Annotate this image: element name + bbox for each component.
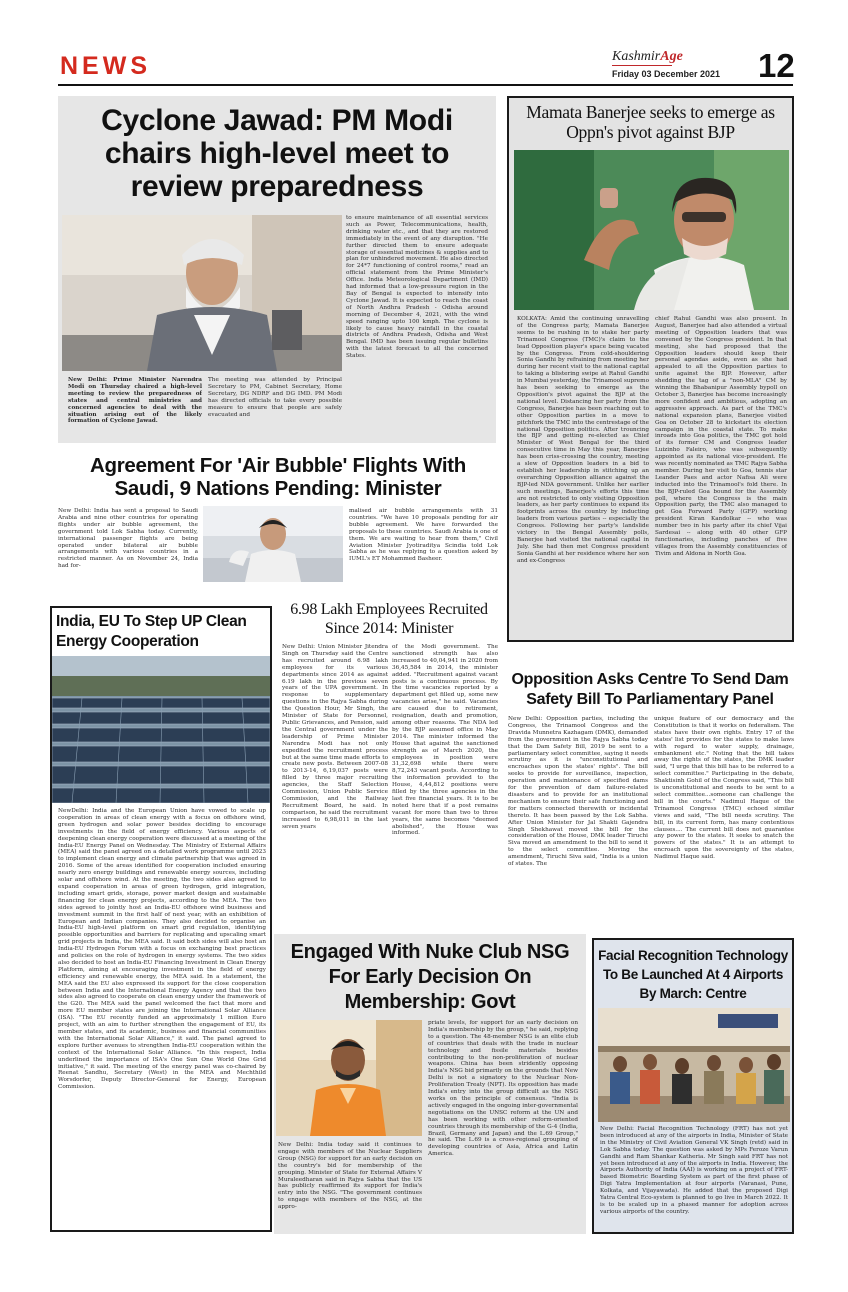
scindia-photo-illustration <box>203 506 343 582</box>
mamata-col2: chief Rahul Gandhi was also present. In August, Banerjee had also attended a virtual meeting of Opposition leaders that was convened by the Congress president. In that meeting, she had proposed that the Opposition leaders should keep their personal agendas aside, even as she had appealed to all the Opposition parties to unite against the BJP. However, after shedding the tag of a "non-MLA" CM by winning the Bhabanipur Assembly bypoll on October 3, Banerjee has become increasingly more confident and ambitious, adopting an aggressive approach. As part of the TMC's national expansion plans, Banerjee visited Goa on October 28 to kickstart its election campaign in the coastal state. To make inroads into Goa politics, the TMC got hold of its former CM and Congress leader Luizinho Faleiro, who was subsequently appointed as its national vice-president. He was recently nominated as TMC Rajya Sabha member. During her visit to Goa, tennis star Leander Paes and actor Nafisa Ali were inducted into the Trinamool's fold there. In the BJP-ruled Goa bound for the Assembly poll, where the Congress is the main Opposition party, the TMC also managed to get Goa Forward Party (GFP) working president Kiran Kandolkar -- who was number two in his party after its chief Vijai Sardesai -- along with 40 other GFP functionaries, including panches of five villages from the Assembly constituencies of Tivim and Aldona in North Goa. <box>655 316 787 557</box>
cyclone-col2: The meeting was attended by Principal Secretary to PM, Cabinet Secretary, Home Secretary, DG NDRF and DG IMD. PM Modi has directed officials to take every possible measure to ensure that people are safely evacuated and <box>208 377 342 418</box>
employees-col1: New Delhi: Union Minister Jitendra Singh on Thursday said the Centre has recruited around 6.98 lakh employees for its various departments since 2014 as against 6.19 lakh in the previous seven years of the UPA government. In response to supplementary questions in the Rajya Sabha during the Question Hour, Mr Singh, the Minister of State for Personnel, Public Grievances, and Pension, said the Central government under the leadership of Prime Minister Narendra Modi has not only expedited the recruitment process but at the same time made efforts to create new posts. Between 2007-08 to 2013-14, 6,19,037 posts were filled by three major recruiting agencies, the Staff Selection Commission, Union Public Service Commission, and the Railway Recruitment Board, he said. In comparison, he said the recruitment increased to 6,98,011 in the last seven years <box>282 644 388 830</box>
cyclone-article <box>58 96 496 443</box>
eu-headline: India, EU To Step UP Clean Energy Cooperation <box>56 613 247 650</box>
mamata-photo-illustration <box>514 150 789 310</box>
modi-meeting-photo <box>62 215 342 371</box>
solar-farm-photo <box>52 656 270 803</box>
masthead-rule <box>58 84 793 86</box>
mamata-headline: Mamata Banerjee seeks to emerge as Oppn's pivot against BJP <box>526 102 775 142</box>
logo-underline <box>612 65 672 66</box>
eu-body: NewDelhi: India and the European Union have vowed to scale up cooperation in areas of clean energy with a focus on offshore wind, green hydrogen and solar power besides deciding to encourage investments in the field of energy efficiency. Various aspects of deepening clean energy cooperation were discussed at a meeting of the India-EU Energy Panel on Wednesday. The Ministry of External Affairs (MEA) said the panel agreed on a detailed work programme until 2023 to implement clean energy and climate partnership that was agreed in 2016. Some of the areas identified for cooperation included ensuring nearly zero energy buildings and renewable energy sources, including solar and offshore wind. At the meeting, the two sides also agreed to expand cooperation in areas of green hydrogen, grid integration, including smart grids, storage, power market design and sustainable financing for clean energy projects, according to the MEA. The two sides agreed to jointly host an India-EU offshore wind business and investment summit in the first half of next year, with an exhibition of European and Indian companies. They also decided to organise an India-EU high-level platform on smart grid regulation, identifying possible opportunities and barriers for replicating and upscaling smart grid projects in India, the MEA said. It said both sides will also host an India-EU Hydrogen Forum with a focus on exchanging best practices and policies on the role of hydrogen in energy systems. The two sides also decided to host an India-EU Financing Investment in Clean Energy Platform, aiming at encouraging investment in the field of energy efficiency and renewable energy, the MEA said. In a statement, the MEA said the EU also expressed its support for the close cooperation between India and the International Energy Agency and that the two sides also agreed to cooperate on clean energy under the framework of the G20. The MEA said the panel welcomed the fact that more and more EU member states are joining the International Solar Alliance (ISA). "The EU recently funded an approximately 1 million Euro project, with an aim to further strengthen the engagement of EU, its member states, and its academic, business and financial communities with the International Solar Alliance," it said. The panel agreed to explore further avenues to strengthen India-EU cooperation within the context of the International Solar Alliance. "In this respect, India underlined the importance of ISA's One Sun One World One Grid initiative," it said. The meeting of the energy panel was co-chaired by Reenat Sandhu, Secretary (West) in the MEA and Mechthild Worsdorfer, Deputy Director-General for Energy, European Commission. <box>58 808 266 1091</box>
newspaper-logo <box>612 49 683 65</box>
section-label: NEWS <box>60 52 151 80</box>
dam-headline: Opposition Asks Centre To Send Dam Safety Bill To Parliamentary Panel <box>511 671 789 708</box>
employees-headline: 6.98 Lakh Employees Recruited Since 2014: Minister <box>290 601 488 637</box>
cyclone-col3: to ensure maintenance of all essential services such as Power, Telecommunications, health, drinking water etc., and that they are restored immediately in the event of any disruption. "He further directed them to ensure adequate storage of essential medicines & supplies and to plan for unhindered movement. He also directed for 24*7 functioning of control rooms," read an official statement from the Prime Minister's Office. India Meteorological Department (IMD) had informed that a low-pressure region in the Bay of Bengal is expected to intensify into Cyclone Jawad. It is expected to reach the coast of North Andhra Pradesh - Odisha around morning of December 4, 2021, with the wind speed ranging upto 100 kmph. The cyclone is likely to cause heavy rainfall in the coastal districts of Andhra Pradesh, Odisha and West Bengal. IMD has been issuing regular bulletins with the latest forecast to all the concerned States. <box>346 215 488 360</box>
muraleedharan-photo-illustration <box>276 1020 422 1136</box>
mamata-col1: KOLKATA: Amid the continuing unravelling of the Congress party, Mamata Banerjee seems to be rushing in to stake her party Trinamool Congress (TMC)'s claim to the lead Opposition player's space being vacated by the Congress. From cold-shouldering Sonia Gandhi by refraining from meeting her during her recent visit to the national capital to taking a blistering swipe at Rahul Gandhi in Mumbai yesterday, the Trinamool supremo has been seeking to emerge as the Opposition's pivot against the BJP at the national level. Distancing her party from the Congress, Banerjee has been reaching out to other Opposition parties in a move to pitchfork the TMC into the centrestage of the national Opposition politics. After trouncing the BJP and getting re-elected as Chief Minister of West Bengal for the third consecutive time in May this year, Banerjee has been criss-crossing the country, meeting a slew of Opposition leaders in a bid to establish her leadership in stitching up an overarching Opposition alliance against the BJP-led NDA government. Unlike her earlier such meetings, Banerjee's efforts this time are not restricted to only visiting Opposition leaders, as her party continues to expand its footprints across the country by inducting leaders from various parties -- especially the Congress. Following her party's landslide victory in the Bengal Assembly polls, Banerjee had visited the national capital in July. She had then met Congress president Sonia Gandhi at her residence where her son and ex-Congress <box>517 316 649 564</box>
modi-photo-illustration <box>62 215 342 371</box>
dam-col2: unique feature of our democracy and the Constitution is that it works on federalism. The states have their own rights. Entry 17 of the states' list provides for the states to make laws with regard to water supply, drainage, embankment etc." Noting that the bill takes away the rights of the states, the DMK leader said, "I urge that this bill has to be referred to a select committee." Participating in the debate, Shaktisinh Gohil of the Congress said, "This bill is unconstitutional and needs to be sent to a select committee...someone can challenge the bill in the courts." Nadimul Haque of the Trinamool Congress (TMC) echoed similar views and said, "The bill needs scrutiny. The bill, in its current form, has many contentious clauses.... The current bill does not guarantee any power to the states. It seeks to snatch the powers of the states." It is an attempt to encroach upon the sovereignty of the states, Nadimul Haque said. <box>654 716 794 861</box>
airbubble-article <box>58 448 498 594</box>
airport-queue-illustration <box>598 1008 790 1122</box>
nsg-col1: New Delhi: India today said it continues to engage with members of the Nuclear Suppliers Group (NSG) for support for an early decision on the country's bid for membership of the grouping. Minister of State for External Affairs V Muraleedharan said in Rajya Sabha that the US has publicly reaffirmed its support for India's entry into the NSG. "The government continues to engage with members of the NSG, at the appro- <box>278 1142 422 1211</box>
employees-article <box>278 600 500 932</box>
scindia-photo <box>203 506 343 582</box>
airport-queue-photo <box>598 1008 790 1122</box>
nsg-article <box>274 934 586 1234</box>
logo-text-main: Kashmir <box>612 49 661 64</box>
logo-text-accent: Age <box>660 49 683 64</box>
frt-headline: Facial Recognition Technology To Be Launched At 4 Airports By March: Centre <box>598 948 788 1001</box>
issue-date: Friday 03 December 2021 <box>612 69 721 79</box>
mamata-article <box>507 96 794 642</box>
nsg-col2: priate levels, for support for an early decision on India's membership by the group," he said, replying to a question. The 48-member NSG is an elite club of countries that deals with the trade in nuclear technology and fissile materials besides contributing to the non-proliferation of nuclear weapons. China has been stridently opposing India's NSG bid primarily on the grounds that New Delhi is not a signatory to the Nuclear Non-Proliferation Treaty (NPT). Its opposition has made India's entry into the group difficult as the NSG works on the principle of consensus. "India is actively engaged in the ongoing inter-governmental negotiations on the UNSC reform at the UN and has been working with other reform-oriented countries through its membership of the G-4 (India, Brazil, Germany and Japan) and the L.69 Group," he said. The L.69 is a cross-regional grouping of developing countries of Asia, Africa and Latin America. <box>428 1020 578 1158</box>
eu-article <box>50 606 272 1232</box>
employees-col2: of the Modi government. The sanctioned strength has also increased to 40,04,941 in 2020 from 36,45,584 in 2014, the minister added. "Recruitment against vacant posts is a continuous process. By the time vacancies reported by a department get filled up, some new vacancies arise," he said. Vacancies are caused due to retirement, resignation, death and promotion, among other reasons. The NDA led by the BJP assumed office in May 2014. The minister informed the House that against the sanctioned strength as of March 2020, the employees in position were 31,32,698 while there were 8,72,243 vacant posts. According to the information provided to the House, 4,44,812 positions were filled by the three agencies in the last five financial years. It is to be noted here that if a post remains vacant for more than two to three years, the same becomes "deemed abolished", the House was informed. <box>392 644 498 837</box>
nsg-headline: Engaged With Nuke Club NSG For Early Decision On Membership: Govt <box>290 941 570 1013</box>
solar-farm-illustration <box>52 656 270 803</box>
muraleedharan-photo <box>276 1020 422 1136</box>
airbubble-col1: New Delhi: India has sent a proposal to Saudi Arabia and nine other countries for operating flights under air bubble agreement, the government told Lok Sabha today. Currently, international passenger flights are being operated under bilateral air bubble arrangements with various countries in a restricted manner. As on November 24, India had for- <box>58 508 198 570</box>
dam-article <box>506 664 794 934</box>
frt-body: New Delhi: Facial Recognition Technology (FRT) has not yet been introduced at any of the airports in India, Minister of State in the Ministry of Civil Aviation General VK Singh (retd) said in Lok Sabha today. The question was asked by MPs Feroze Varun Gandhi and Ram Shankar Katheria. Mr Singh said FRT has not yet been introduced at any of the airports in India. However, the Airports Authority of India (AAI) is working on a project of FRT-based Biometric Boarding System as part of the first phase of Digi Yatra Implementation at four airports (Varanasi, Pune, Kolkata, and Vijayawada). He added that the proposed Digi Yatra Central Eco-system is planned to go live in March 2022. It is to be scaled up in a phased manner for adoption across various airports of the country. <box>600 1126 788 1215</box>
page-number: 12 <box>758 47 795 84</box>
airbubble-headline: Agreement For 'Air Bubble' Flights With Saudi, 9 Nations Pending: Minister <box>90 454 466 500</box>
airbubble-col2: malised air bubble arrangements with 31 countries. "We have 10 proposals pending for air bubble agreement. We have forwarded the proposals to these countries. Saudi Arabia is one of them. We are waiting to hear from them," Civil Aviation Minister Jyotiraditya Scindia told Lok Sabha as he was replying to a question asked by IUML's ET Mohammed Basheer. <box>349 508 498 563</box>
cyclone-caption: New Delhi: Prime Minister Narendra Modi on Thursday chaired a high-level meeting to review the preparedness of states and central ministries and concerned agencies to deal with the situation arising out of the likely formation of Cyclone Jawad. <box>68 377 202 425</box>
mamata-photo <box>514 150 789 310</box>
dam-col1: New Delhi: Opposition parties, including the Congress, the Trinamool Congress and the Dravida Munnetra Kazhagam (DMK), demanded from the government in the Rajya Sabha today that the Dam Safety Bill, 2019 be sent to a parliamentary select committee, saying it needs scrutiny as it is "unconstitutional and encroaches upon the states' rights". The bill seeks to provide for surveillance, inspection, operation and maintenance of specified dams for the prevention of dam failure-related disasters and to provide for an institutional mechanism to ensure their safe functioning and for matters connected therewith or incidental thereto. It has been passed by the Lok Sabha. After Union Minister for Jal Shakti Gajendra Singh Shekhawat moved the bill for the consideration of the House, DMK leader Tiruchi Siva moved an amendment to the bill to send it to the select committee. Moving the amendment, Tiruchi Siva said, "India is a union of states. The <box>508 716 648 868</box>
cyclone-headline: Cyclone Jawad: PM Modi chairs high-level meet to review preparedness <box>101 104 453 203</box>
frt-article <box>592 938 794 1234</box>
